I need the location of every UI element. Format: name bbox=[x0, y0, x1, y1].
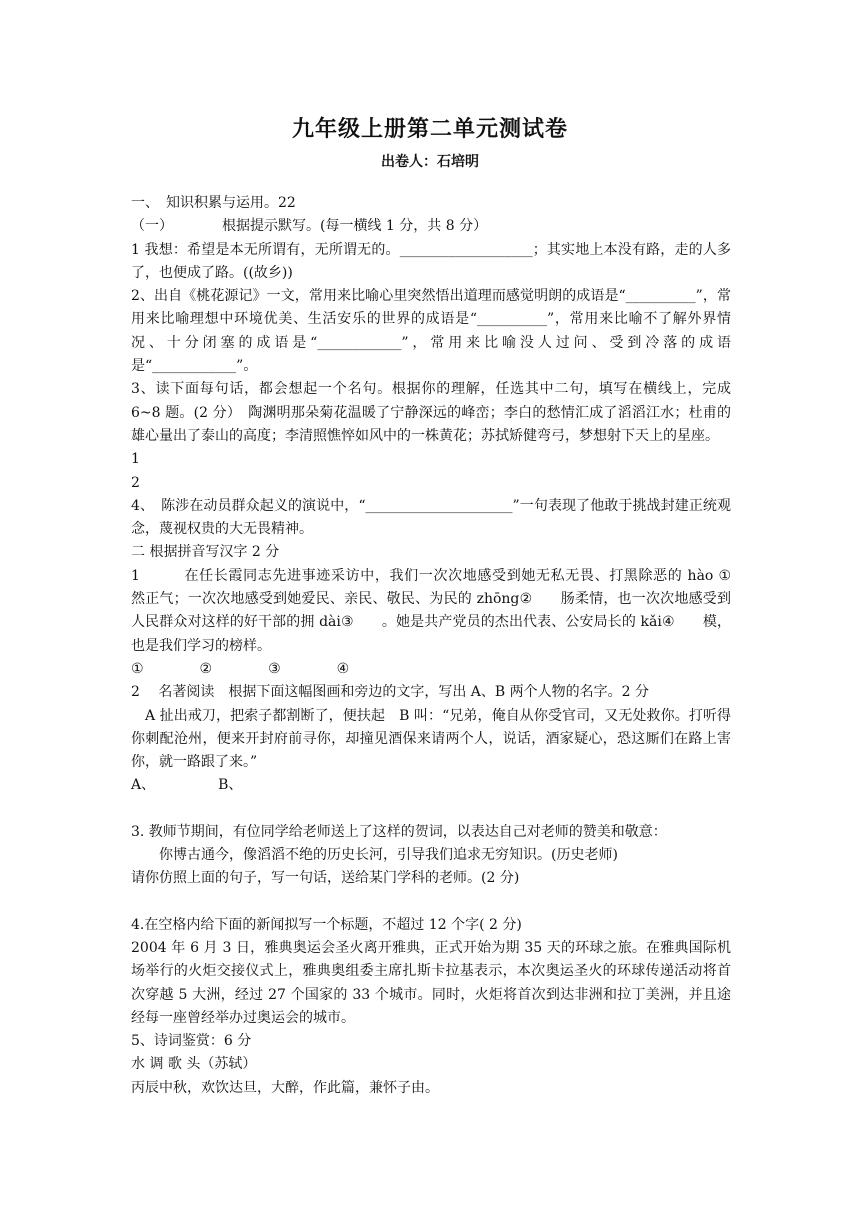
poem-title: 水 调 歌 头（苏轼） bbox=[131, 1056, 257, 1073]
question-text: 4、 陈涉在动员群众起义的演说中，“_____________________”一句表现了他敢于挑战封建正统观念，蔑视权贵的大无畏精神。 bbox=[131, 497, 731, 538]
question-text: 请你仿照上面的句子，写一句话，送给某门学科的老师。(2 分) bbox=[131, 870, 520, 887]
answer-markers: ① ② ③ ④ bbox=[131, 660, 350, 677]
question-text: 3、读下面每句话，都会想起一个名句。根据你的理解，任选其中二句，填写在横线上，完成 6~8 题。(2 分） 陶渊明那朵菊花温暖了宁静深远的峰峦；李白的愁情汇成了滔滔江水；杜甫的雄心量出了泰山的高度；李清照憔悴如风中的一株黄花；苏拭矫健弯弓，梦想射下天上的星座。 bbox=[131, 381, 731, 444]
document-body bbox=[131, 192, 759, 1100]
subsection-heading: （一） 根据提示默写。(每一横线 1 分，共 8 分） bbox=[131, 218, 488, 235]
quoted-passage: A 扯出戒刀，把索子都割断了，便扶起 B 叫：“兄弟，俺自从你受官司，又无处救你。打听得你刺配沧州，便来开封府前寻你，却撞见酒保来请两个人，说话，酒家疑心，恐这厮们在路上害你，就一路跟了来。” bbox=[131, 707, 731, 771]
question-text: 2 名著阅读 根据下面这幅图画和旁边的文字，写出 A、B 两个人物的名字。2 分 bbox=[131, 684, 650, 701]
poem-preface: 丙辰中秋，欢饮达旦，大醉，作此篇，兼怀子由。 bbox=[131, 1079, 439, 1096]
question-text: 3. 教师节期间，有位同学给老师送上了这样的贺词，以表达自己对老师的赞美和敬意： bbox=[131, 823, 667, 840]
spacer bbox=[131, 798, 731, 821]
answer-number: 1 bbox=[131, 451, 140, 468]
example-sentence: 你博古通今，像滔滔不绝的历史长河，引导我们追求无穷知识。(历史老师) bbox=[159, 847, 618, 864]
question-text: 5、诗词鉴赏：6 分 bbox=[131, 1033, 252, 1050]
page-title: 九年级上册第二单元测试卷 bbox=[291, 116, 568, 142]
section-heading: 一、 知识积累与运用。22 bbox=[131, 195, 296, 211]
news-passage: 2004 年 6 月 3 日，雅典奥运会圣火离开雅典，正式开始为期 35 天的环球之旅。在雅典国际机场举行的火炬交接仪式上，雅典奥组委主席扎斯卡拉基表示，本次奥运圣火的环球传递活动将首次穿越 5 大洲，经过 27 个国家的 33 个城市。同时，火炬将首次到达非洲和拉丁美洲，并且途经每一座曾经举办过奥运会的城市。 bbox=[131, 939, 731, 1026]
answer-labels: A、 B、 bbox=[131, 777, 243, 794]
question-text: 1 我想：希望是本无所谓有，无所谓无的。___________________；其实地上本没有路，走的人多了，也便成了路。((故乡)) bbox=[131, 241, 731, 281]
spacer bbox=[131, 891, 731, 914]
question-text: 2、出自《桃花源记》一文，常用来比喻心里突然悟出道理而感觉明朗的成语是“__________”，常用来比喻理想中环境优美、生活安乐的世界的成语是“__________”，常用来比喻不了解外界情况、十分闭塞的成语是“____________”，常用来比喻没人过问、受到冷落的成语是“____________”。 bbox=[131, 288, 731, 375]
author-line: 出卷人：石培明 bbox=[381, 154, 479, 170]
answer-number: 2 bbox=[131, 474, 140, 491]
question-text: 1 在任长霞同志先进事迹采访中，我们一次次地感受到她无私无畏、打黑除恶的 hào ① 然正气；一次次地感受到她爱民、亲民、敬民、为民的 zhōng② 肠柔情，也一次次地感受到人民群众对这样的好干部的拥 dài③ 。她是共产党员的杰出代表、公安局长的 kǎi④ 模，也是我们学习的榜样。 bbox=[131, 567, 759, 654]
question-text: 4.在空格内给下面的新闻拟写一个标题，不超过 12 个字( 2 分) bbox=[131, 916, 522, 933]
section-heading: 二 根据拼音写汉字 2 分 bbox=[131, 544, 280, 561]
